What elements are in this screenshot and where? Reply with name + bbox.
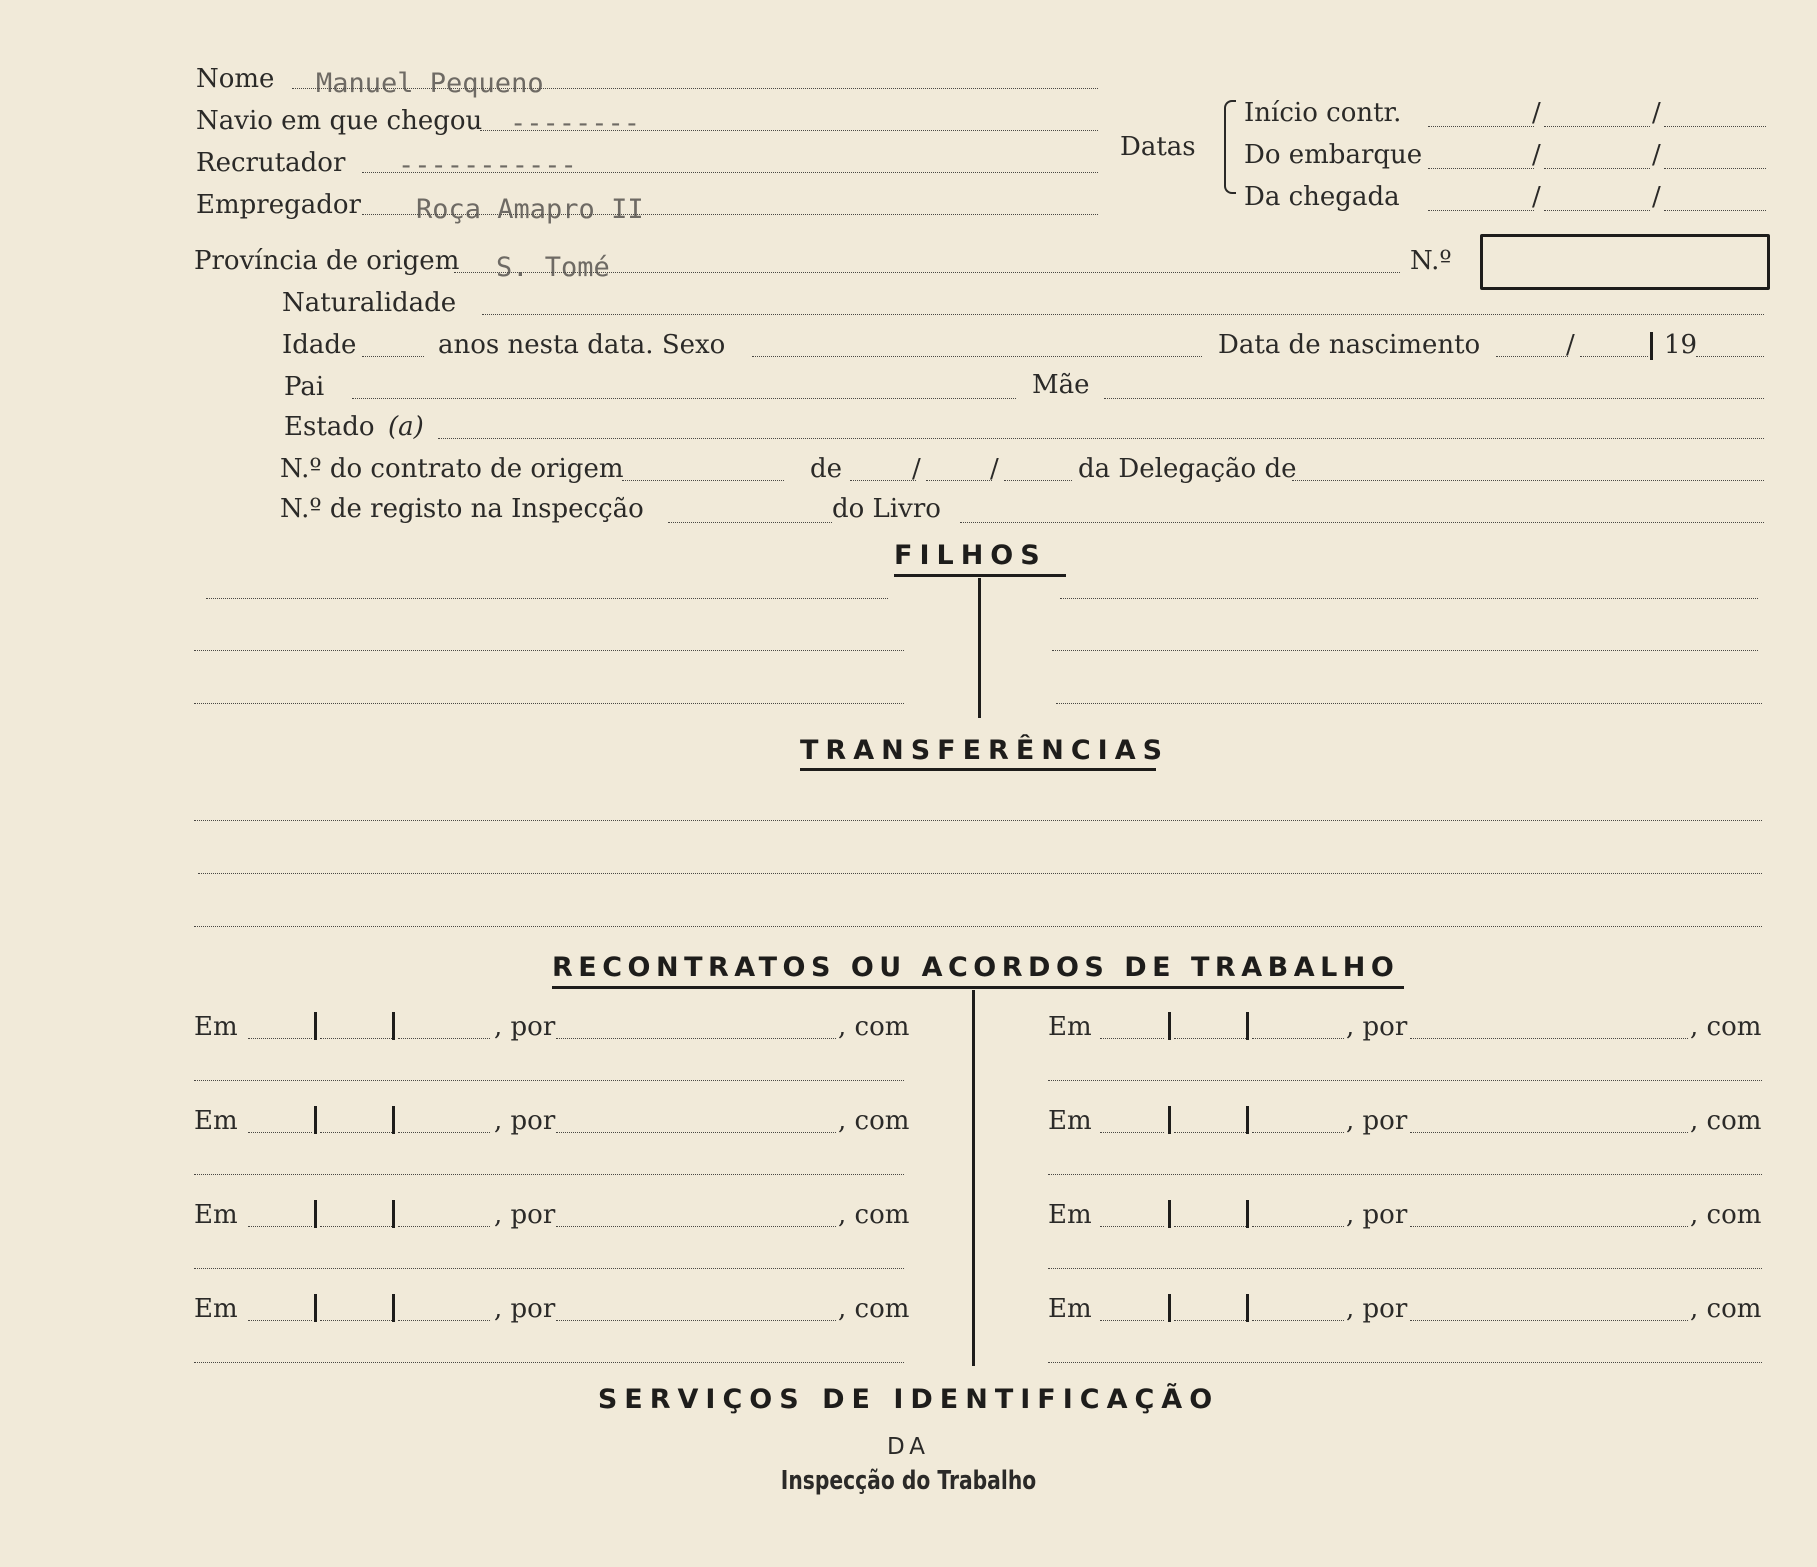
transferencias-underline <box>800 768 1156 771</box>
recrutador-line <box>362 172 1098 173</box>
recontratos-divider <box>972 990 975 1366</box>
recontrato-right-4-com-line <box>1048 1362 1762 1363</box>
recontrato-left-2-com-line <box>194 1174 904 1175</box>
chegada-label: Da chegada <box>1244 182 1400 212</box>
recontrato-right-3-day-line <box>1100 1226 1164 1227</box>
recrutador-value: ----------- <box>398 150 577 181</box>
numero-label: N.º <box>1410 246 1452 276</box>
recontrato-right-3-por-label: , por <box>1346 1200 1408 1230</box>
chegada-slash-1: / <box>1532 182 1541 212</box>
filhos-line-right-2 <box>1052 650 1758 651</box>
recontrato-right-4-year-line <box>1252 1320 1344 1321</box>
chegada-day-line <box>1428 210 1534 211</box>
sexo-line <box>752 356 1202 357</box>
livro-line <box>960 522 1764 523</box>
filhos-line-left-1 <box>206 598 888 599</box>
inicio-day-line <box>1428 126 1534 127</box>
recontrato-left-1-com-label: , com <box>838 1012 910 1042</box>
recontrato-right-1-tick-1 <box>1168 1012 1171 1040</box>
provincia-value: S. Tomé <box>496 252 610 283</box>
recontrato-right-1-tick-2 <box>1246 1012 1249 1040</box>
pai-line <box>352 398 1016 399</box>
recontrato-left-2-day-line <box>248 1132 312 1133</box>
empregador-label: Empregador <box>196 190 361 220</box>
chegada-year-line <box>1664 210 1766 211</box>
inicio-month-line <box>1544 126 1650 127</box>
naturalidade-line <box>482 314 1764 315</box>
recontrato-right-2-por-line <box>1410 1132 1688 1133</box>
inicio-slash-1: / <box>1532 98 1541 128</box>
nome-line <box>292 88 1098 89</box>
datas-brace <box>1224 100 1236 194</box>
recontrato-left-4-por-line <box>556 1320 836 1321</box>
recontrato-left-4-tick-1 <box>314 1294 317 1322</box>
recontrato-right-1-por-line <box>1410 1038 1688 1039</box>
recontrato-right-1-year-line <box>1252 1038 1344 1039</box>
nascimento-tick <box>1650 332 1653 360</box>
recontrato-left-3-tick-2 <box>392 1200 395 1228</box>
contrato-day-line <box>850 480 916 481</box>
nascimento-month-line <box>1580 356 1648 357</box>
chegada-month-line <box>1544 210 1650 211</box>
filhos-line-left-3 <box>194 703 904 704</box>
recontrato-right-1-com-line <box>1048 1080 1762 1081</box>
recontrato-right-4-tick-1 <box>1168 1294 1171 1322</box>
recontrato-left-1-tick-2 <box>392 1012 395 1040</box>
recontrato-right-4-day-line <box>1100 1320 1164 1321</box>
recontrato-left-1-em-label: Em <box>194 1012 238 1042</box>
recontratos-heading: RECONTRATOS OU ACORDOS DE TRABALHO <box>552 952 1400 983</box>
recontrato-right-3-em-label: Em <box>1048 1200 1092 1230</box>
provincia-line <box>454 272 1400 273</box>
recontrato-left-3-day-line <box>248 1226 312 1227</box>
recontrato-left-4-year-line <box>398 1320 490 1321</box>
recontrato-left-3-com-label: , com <box>838 1200 910 1230</box>
recontrato-right-4-por-label: , por <box>1346 1294 1408 1324</box>
recontrato-right-4-month-line <box>1174 1320 1246 1321</box>
recontrato-right-3-por-line <box>1410 1226 1688 1227</box>
recontrato-right-2-month-line <box>1174 1132 1246 1133</box>
footer-inspeccao: Inspecção do Trabalho <box>780 1466 1037 1496</box>
contrato-de-label: de <box>810 454 843 484</box>
recontrato-right-2-day-line <box>1100 1132 1164 1133</box>
nascimento-year-line <box>1696 356 1764 357</box>
contrato-slash-1: / <box>912 454 921 484</box>
inicio-year-line <box>1664 126 1766 127</box>
recontrato-left-4-tick-2 <box>392 1294 395 1322</box>
nascimento-day-line <box>1496 356 1568 357</box>
recontrato-right-3-year-line <box>1252 1226 1344 1227</box>
transferencias-heading: TRANSFERÊNCIAS <box>800 735 1170 766</box>
recontrato-right-1-em-label: Em <box>1048 1012 1092 1042</box>
nascimento-slash: / <box>1566 330 1575 360</box>
delegacao-line <box>1292 480 1764 481</box>
navio-label: Navio em que chegou <box>196 106 483 136</box>
recontrato-left-4-com-line <box>194 1362 904 1363</box>
contrato-year-line <box>1004 480 1072 481</box>
transferencias-line-2 <box>198 873 1762 874</box>
contrato-month-line <box>926 480 992 481</box>
filhos-underline <box>894 574 1066 577</box>
recontrato-left-3-month-line <box>320 1226 392 1227</box>
idade-label: Idade <box>282 330 357 360</box>
recontrato-left-2-tick-2 <box>392 1106 395 1134</box>
recontrato-right-3-tick-1 <box>1168 1200 1171 1228</box>
embarque-day-line <box>1428 168 1534 169</box>
registo-line <box>668 522 832 523</box>
estado-label: Estado <box>284 412 375 442</box>
footer-title: SERVIÇOS DE IDENTIFICAÇÃO <box>597 1384 1220 1415</box>
chegada-slash-2: / <box>1652 182 1661 212</box>
footer-da: DA <box>886 1434 931 1460</box>
recontrato-right-4-em-label: Em <box>1048 1294 1092 1324</box>
recontrato-left-4-month-line <box>320 1320 392 1321</box>
year-prefix: 19 <box>1664 330 1698 360</box>
recontrato-left-3-tick-1 <box>314 1200 317 1228</box>
recontrato-left-4-por-label: , por <box>494 1294 556 1324</box>
naturalidade-label: Naturalidade <box>282 288 457 318</box>
numero-box <box>1480 234 1770 290</box>
navio-line <box>480 130 1098 131</box>
filhos-line-left-2 <box>194 650 904 651</box>
recontrato-right-2-year-line <box>1252 1132 1344 1133</box>
filhos-line-right-1 <box>1060 598 1758 599</box>
livro-label: do Livro <box>832 494 941 524</box>
recontrato-left-1-tick-1 <box>314 1012 317 1040</box>
recontrato-right-4-por-line <box>1410 1320 1688 1321</box>
recontrato-left-4-day-line <box>248 1320 312 1321</box>
recontrato-left-1-por-line <box>556 1038 836 1039</box>
estado-note: (a) <box>388 412 424 442</box>
estado-line <box>438 438 1764 439</box>
recontrato-right-2-com-line <box>1048 1174 1762 1175</box>
empregador-line <box>362 214 1098 215</box>
mae-label: Mãe <box>1032 370 1090 400</box>
recontrato-right-2-tick-1 <box>1168 1106 1171 1134</box>
mae-line <box>1104 398 1764 399</box>
recontrato-left-1-month-line <box>320 1038 392 1039</box>
recontrato-right-2-em-label: Em <box>1048 1106 1092 1136</box>
recontrato-right-1-por-label: , por <box>1346 1012 1408 1042</box>
recontrato-right-1-com-label: , com <box>1690 1012 1762 1042</box>
recontrato-left-2-por-label: , por <box>494 1106 556 1136</box>
transferencias-line-1 <box>194 820 1762 821</box>
recontrato-left-3-por-label: , por <box>494 1200 556 1230</box>
datas-label: Datas <box>1120 132 1196 162</box>
recontrato-right-3-com-label: , com <box>1690 1200 1762 1230</box>
nascimento-label: Data de nascimento <box>1218 330 1481 360</box>
recontrato-left-1-com-line <box>194 1080 904 1081</box>
recontrato-left-2-com-label: , com <box>838 1106 910 1136</box>
recontrato-left-3-por-line <box>556 1226 836 1227</box>
embarque-label: Do embarque <box>1244 140 1423 170</box>
contrato-numero-line <box>622 480 784 481</box>
filhos-line-right-3 <box>1056 703 1762 704</box>
navio-value: -------- <box>510 108 641 139</box>
transferencias-line-3 <box>194 926 1762 927</box>
recontrato-right-1-month-line <box>1174 1038 1246 1039</box>
embarque-month-line <box>1544 168 1650 169</box>
embarque-slash-1: / <box>1532 140 1541 170</box>
idade-line <box>362 356 424 357</box>
recontrato-left-3-year-line <box>398 1226 490 1227</box>
recontrato-left-2-year-line <box>398 1132 490 1133</box>
recontrato-left-2-tick-1 <box>314 1106 317 1134</box>
provincia-label: Província de origem <box>194 246 460 276</box>
recontrato-left-2-por-line <box>556 1132 836 1133</box>
recontrato-right-2-tick-2 <box>1246 1106 1249 1134</box>
recontrato-right-4-tick-2 <box>1246 1294 1249 1322</box>
recontrato-right-3-tick-2 <box>1246 1200 1249 1228</box>
contrato-numero-label: N.º do contrato de origem <box>280 454 624 484</box>
recrutador-label: Recrutador <box>196 148 346 178</box>
recontrato-left-2-month-line <box>320 1132 392 1133</box>
recontratos-underline <box>552 986 1404 989</box>
recontrato-left-4-com-label: , com <box>838 1294 910 1324</box>
registo-label: N.º de registo na Inspecção <box>280 494 644 524</box>
anos-sexo-label: anos nesta data. Sexo <box>438 330 726 360</box>
recontrato-right-2-por-label: , por <box>1346 1106 1408 1136</box>
contrato-slash-2: / <box>990 454 999 484</box>
nome-label: Nome <box>196 64 275 94</box>
pai-label: Pai <box>284 372 325 402</box>
recontrato-left-4-em-label: Em <box>194 1294 238 1324</box>
recontrato-left-1-day-line <box>248 1038 312 1039</box>
recontrato-right-3-month-line <box>1174 1226 1246 1227</box>
empregador-value: Roça Amapro II <box>416 194 644 225</box>
recontrato-right-3-com-line <box>1048 1268 1762 1269</box>
filhos-divider <box>978 578 981 718</box>
recontrato-left-3-em-label: Em <box>194 1200 238 1230</box>
recontrato-left-2-em-label: Em <box>194 1106 238 1136</box>
nome-value: Manuel Pequeno <box>316 68 544 99</box>
embarque-year-line <box>1664 168 1766 169</box>
filhos-heading: FILHOS <box>894 540 1047 571</box>
recontrato-left-1-year-line <box>398 1038 490 1039</box>
inicio-slash-2: / <box>1652 98 1661 128</box>
recontrato-left-1-por-label: , por <box>494 1012 556 1042</box>
delegacao-label: da Delegação de <box>1078 454 1297 484</box>
recontrato-right-2-com-label: , com <box>1690 1106 1762 1136</box>
recontrato-right-1-day-line <box>1100 1038 1164 1039</box>
recontrato-right-4-com-label: , com <box>1690 1294 1762 1324</box>
embarque-slash-2: / <box>1652 140 1661 170</box>
recontrato-left-3-com-line <box>194 1268 904 1269</box>
inicio-label: Início contr. <box>1244 98 1402 128</box>
